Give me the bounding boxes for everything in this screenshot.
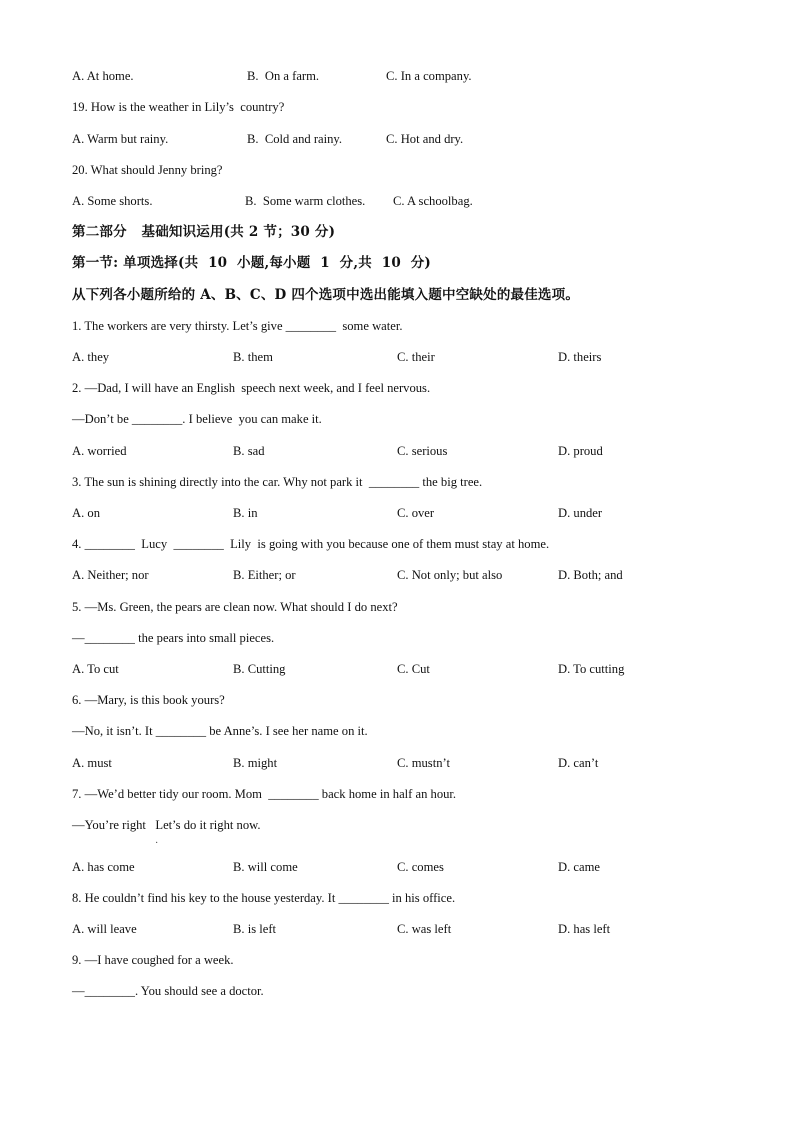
q4-option-c: C. Not only; but also: [397, 568, 503, 582]
q3-option-d: D. under: [558, 506, 603, 520]
q7-option-c: C. comes: [397, 860, 444, 874]
q8-option-b: B. is left: [233, 922, 277, 936]
q7-option-d: D. came: [558, 860, 600, 874]
q6-stem: 6. —Mary, is this book yours?: [72, 693, 225, 707]
q2-option-a: A. worried: [72, 444, 127, 458]
q20-option-b: B. Some warm clothes.: [245, 194, 366, 208]
q1-option-d: D. theirs: [558, 350, 602, 364]
q8-stem: 8. He couldn’t find his key to the house yesterday. It ________ in his office.: [72, 891, 456, 905]
q7-option-a: A. has come: [72, 860, 135, 874]
q7-stem: 7. —We’d better tidy our room. Mom ________ back home in half an hour.: [72, 787, 457, 801]
q5-response: —________ the pears into small pieces.: [72, 631, 275, 645]
q1-option-b: B. them: [233, 350, 273, 364]
q9-stem: 9. —I have coughed for a week.: [72, 953, 234, 967]
section-one-heading: 第一节: 单项选择(共 10 小题,每小题 1 分,共 10 分): [72, 255, 432, 271]
q1-option-a: A. they: [72, 350, 110, 364]
q3-option-b: B. in: [233, 506, 258, 520]
q19-option-b: B. Cold and rainy.: [247, 132, 343, 146]
part-two-heading: 第二部分 基础知识运用(共 2 节；30 分): [72, 224, 336, 240]
q18-option-a: A. At home.: [72, 69, 134, 83]
q2-stem: 2. —Dad, I will have an English speech next week, and I feel nervous.: [72, 381, 431, 395]
q18-option-c: C. In a company.: [386, 69, 472, 83]
q5-stem: 5. —Ms. Green, the pears are clean now. What should I do next?: [72, 600, 398, 614]
q19-option-a: A. Warm but rainy.: [72, 132, 169, 146]
section-instructions: 从下列各小题所给的 A、B、C、D 四个选项中选出能填入题中空缺处的最佳选项。: [72, 287, 580, 303]
q20-stem: 20. What should Jenny bring?: [72, 163, 223, 177]
stray-mark: ·: [155, 838, 159, 849]
q7-option-b: B. will come: [233, 860, 298, 874]
q20-option-a: A. Some shorts.: [72, 194, 153, 208]
q3-stem: 3. The sun is shining directly into the car. Why not park it ________ the big tree.: [72, 475, 483, 489]
q7-response: —You’re right Let’s do it right now.: [72, 818, 261, 832]
q4-option-b: B. Either; or: [233, 568, 296, 582]
q8-option-d: D. has left: [558, 922, 611, 936]
q8-option-a: A. will leave: [72, 922, 137, 936]
q19-option-c: C. Hot and dry.: [386, 132, 464, 146]
q5-option-c: C. Cut: [397, 662, 430, 676]
q2-response: —Don’t be ________. I believe you can make it.: [72, 412, 322, 426]
q1-option-c: C. their: [397, 350, 435, 364]
q4-option-a: A. Neither; nor: [72, 568, 149, 582]
q5-option-a: A. To cut: [72, 662, 119, 676]
q1-stem: 1. The workers are very thirsty. Let’s give ________ some water.: [72, 319, 403, 333]
q6-option-c: C. mustn’t: [397, 756, 450, 770]
q6-response: —No, it isn’t. It ________ be Anne’s. I see her name on it.: [72, 724, 368, 738]
q5-option-b: B. Cutting: [233, 662, 286, 676]
q19-stem: 19. How is the weather in Lily’s country?: [72, 100, 285, 114]
q20-option-c: C. A schoolbag.: [393, 194, 473, 208]
q5-option-d: D. To cutting: [558, 662, 625, 676]
q6-option-d: D. can’t: [558, 756, 599, 770]
q2-option-d: D. proud: [558, 444, 603, 458]
q4-stem: 4. ________ Lucy ________ Lily is going with you because one of them must stay at home.: [72, 537, 550, 551]
q6-option-a: A. must: [72, 756, 112, 770]
q3-option-c: C. over: [397, 506, 435, 520]
q2-option-c: C. serious: [397, 444, 448, 458]
q2-option-b: B. sad: [233, 444, 265, 458]
q9-response: —________. You should see a doctor.: [72, 984, 264, 998]
q8-option-c: C. was left: [397, 922, 452, 936]
q4-option-d: D. Both; and: [558, 568, 623, 582]
q18-option-b: B. On a farm.: [247, 69, 320, 83]
q3-option-a: A. on: [72, 506, 100, 520]
q6-option-b: B. might: [233, 756, 278, 770]
